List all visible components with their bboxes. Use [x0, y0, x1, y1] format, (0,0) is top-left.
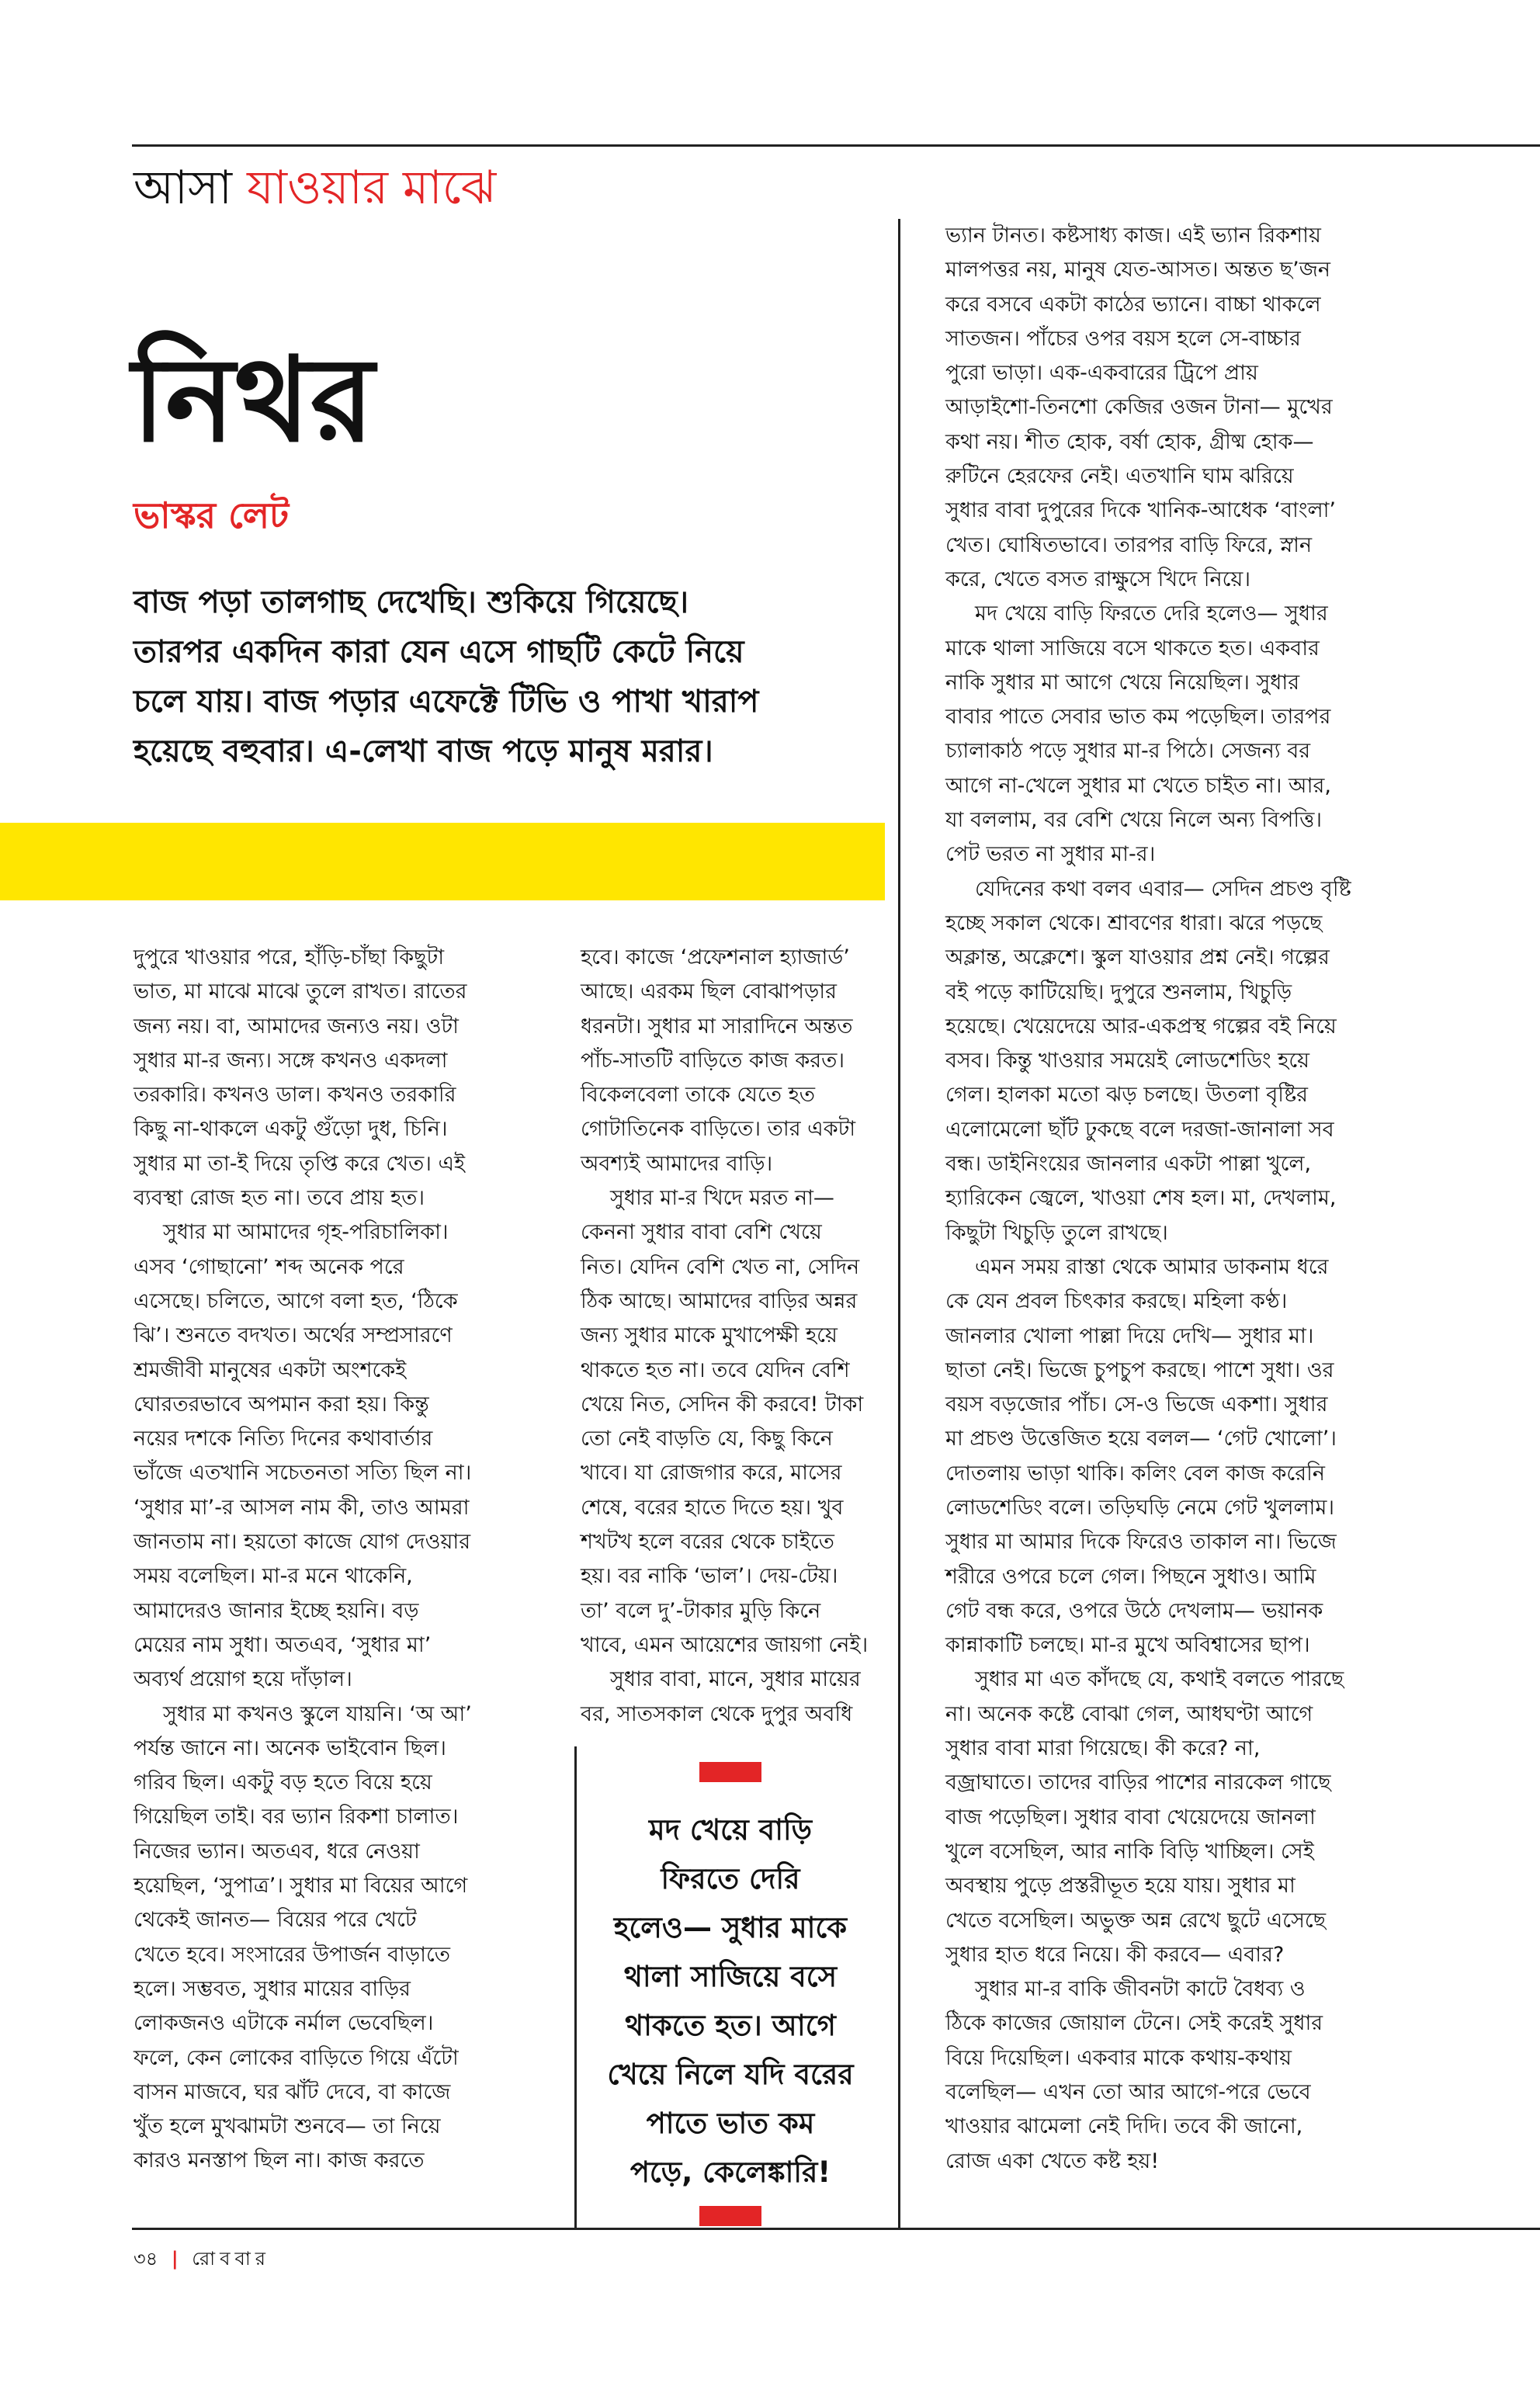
body-line: মদ খেয়ে বাড়ি ফিরতে দেরি হলেও— সুধার [975, 602, 1328, 626]
body-line: ভ্যান টানত। কষ্টসাধ্য কাজ। এই ভ্যান রিকশায় [945, 224, 1321, 248]
body-line: লোকজনও এটাকে নর্মাল ভেবেছিল। [134, 2011, 434, 2036]
yellow-highlight-band [0, 823, 885, 900]
body-line: পর্যন্ত জানে না। অনেক ভাইবোন ছিল। [134, 1736, 446, 1760]
body-line: থেকেই জানত— বিয়ের পরে খেটে [134, 1908, 417, 1933]
body-line: লোডশেডিং বলে। তড়িঘড়ি নেমে গেট খুললাম। [945, 1495, 1335, 1520]
body-line: হ্যারিকেন জ্বেলে, খাওয়া শেষ হল। মা, দেখলাম, [945, 1186, 1337, 1211]
body-line: খেতে হবে। সংসারের উপার্জন বাড়াতে [134, 1942, 451, 1967]
body-line: কথা নয়। শীত হোক, বর্ষা হোক, গ্রীষ্ম হোক— [945, 429, 1314, 454]
body-line: চ্যালাকাঠ পড়ে সুধার মা-র পিঠে। সেজন্য বর [945, 739, 1311, 764]
body-line: খুঁত হলে মুখঝামটা শুনবে— তা নিয়ে [134, 2114, 441, 2139]
body-line: হয়। বর নাকি ‘ভাল’। দেয়-টেয়। [581, 1564, 838, 1589]
body-line: বন্ধ। ডাইনিংয়ের জানলার একটা পাল্লা খুলে, [945, 1152, 1312, 1177]
body-line: জন্য নয়। বা, আমাদের জন্যও নয়। ওটা [134, 1014, 459, 1039]
body-line: খেয়ে নিত, সেদিন কী করবে! টাকা [581, 1392, 864, 1417]
body-line: বিকেলবেলা তাকে যেতে হত [581, 1083, 816, 1108]
body-line: মা প্রচণ্ড উত্তেজিত হয়ে বলল— ‘গেট খোলো’। [945, 1427, 1337, 1451]
body-line: শরীরে ওপরে চলে গেল। পিছনে সুধাও। আমি [945, 1564, 1316, 1589]
body-line: দোতলায় ভাড়া থাকি। কলিং বেল কাজ করেনি [945, 1461, 1325, 1486]
intro-line: হয়েছে বহুবার। এ-লেখা বাজ পড়ে মানুষ মরার। [134, 734, 713, 769]
body-line: খুলে বসেছিল, আর নাকি বিড়ি খাচ্ছিল। সেই [945, 1839, 1314, 1864]
body-line: বাসন মাজবে, ঘর ঝাঁট দেবে, বা কাজে [134, 2079, 451, 2104]
body-line: সুধার মা তা-ই দিয়ে তৃপ্তি করে খেত। এই [134, 1151, 466, 1176]
body-line: শ্রমজীবী মানুষের একটা অংশকেই [134, 1358, 407, 1382]
body-line: নাকি সুধার মা আগে খেয়ে নিয়েছিল। সুধার [945, 670, 1300, 695]
body-line: কারও মনস্তাপ ছিল না। কাজ করতে [134, 2148, 425, 2173]
body-line: শখটখ হলে বরের থেকে চাইতে [581, 1530, 834, 1555]
body-line: করে বসবে একটা কাঠের ভ্যানে। বাচ্চা থাকলে [945, 292, 1321, 317]
body-line: সাতজন। পাঁচের ওপর বয়স হলে সে-বাচ্চার [945, 326, 1301, 351]
body-line: হয়েছে। খেয়েদেয়ে আর-একপ্রস্থ গল্পের বই নিয়ে [945, 1014, 1337, 1039]
body-column-3 [945, 219, 1442, 2179]
body-line: কিছু না-থাকলে একটু গুঁড়ো দুধ, চিনি। [134, 1117, 448, 1142]
body-line: হচ্ছে সকাল থেকে। শ্রাবণের ধারা। ঝরে পড়ছে [945, 910, 1323, 935]
body-line: হলে। সম্ভবত, সুধার মায়ের বাড়ির [134, 1976, 411, 2001]
pull-quote-line: পাতে ভাত কম [646, 2107, 815, 2140]
body-line: অক্লান্ত, অক্লেশে। স্কুল যাওয়ার প্রশ্ন নেই। গল্পের [945, 945, 1330, 970]
body-line: যা বললাম, বর বেশি খেয়ে নিলে অন্য বিপত্তি। [945, 808, 1323, 833]
pull-quote-line: খেয়ে নিলে যদি বরের [607, 2058, 854, 2091]
pull-quote [581, 1762, 880, 2189]
body-line: এমন সময় রাস্তা থেকে আমার ডাকনাম ধরে [975, 1254, 1329, 1279]
body-line: ঠিক আছে। আমাদের বাড়ির অন্নর [581, 1288, 858, 1313]
body-line: না। অনেক কষ্টে বোঝা গেল, আধঘণ্টা আগে [945, 1701, 1313, 1726]
article-title: নিথর [132, 331, 375, 468]
body-line: মাকে থালা সাজিয়ে বসে থাকতে হত। একবার [945, 636, 1320, 661]
pull-quote-line: হলেও— সুধার মাকে [613, 1911, 848, 1944]
body-line: খাওয়ার ঝামেলা নেই দিদি। তবে কী জানো, [945, 2114, 1303, 2139]
body-line: হবে। কাজে ‘প্রফেশনাল হ্যাজার্ড’ [581, 945, 850, 969]
body-line: আমাদেরও জানার ইচ্ছে হয়নি। বড় [134, 1598, 419, 1623]
body-line: গিয়েছিল তাই। বর ভ্যান রিকশা চালাত। [134, 1805, 459, 1829]
page-folio [134, 2243, 270, 2274]
body-line: রোজ একা খেতে কষ্ট হয়! [945, 2148, 1160, 2173]
body-line: পাঁচ-সাতটি বাড়িতে কাজ করত। [581, 1048, 845, 1073]
body-line: জানলার খোলা পাল্লা দিয়ে দেখি— সুধার মা। [945, 1323, 1314, 1348]
body-line: বাজ পড়েছিল। সুধার বাবা খেয়েদেয়ে জানলা [945, 1805, 1316, 1829]
author-byline: ভাস্কর লেট [134, 494, 290, 536]
body-line: বসব। কিন্তু খাওয়ার সময়েই লোডশেডিং হয়ে [945, 1049, 1310, 1073]
body-line: তরকারি। কখনও ডাল। কখনও তরকারি [134, 1083, 456, 1108]
body-line: এসব ‘গোছানো’ শব্দ অনেক পরে [134, 1254, 404, 1279]
body-line: সুধার মা-র খিদে মরত না— [610, 1186, 834, 1211]
top-rule [132, 144, 1540, 147]
body-line: কে যেন প্রবল চিৎকার করছে। মহিলা কণ্ঠ। [945, 1289, 1288, 1314]
body-line: সুধার মা-র জন্য। সঙ্গে কখনও একদলা [134, 1048, 448, 1073]
body-line: গোটাতিনেক বাড়িতে। তার একটা [581, 1117, 856, 1142]
body-line: সুধার মা-র বাকি জীবনটা কাটে বৈধব্য ও [975, 1977, 1306, 2002]
bottom-rule [132, 2228, 1540, 2230]
column-rule-right [898, 219, 900, 2228]
body-line: মেয়ের নাম সুধা। অতএব, ‘সুধার মা’ [134, 1632, 432, 1657]
body-line: পুরো ভাড়া। এক-একবারের ট্রিপে প্রায় [945, 361, 1258, 386]
body-line: খাবে, এমন আয়েশের জায়গা নেই। [581, 1632, 869, 1657]
body-line: ঘোরতরভাবে অপমান করা হয়। কিন্তু [134, 1392, 429, 1417]
intro-line: তারপর একদিন কারা যেন এসে গাছটি কেটে নিয়ে [134, 634, 744, 670]
body-line: আছে। এরকম ছিল বোঝাপড়ার [581, 980, 837, 1004]
body-line: গেল। হালকা মতো ঝড় চলছে। উতলা বৃষ্টির [945, 1083, 1308, 1108]
body-line: সুধার মা এত কাঁদছে যে, কথাই বলতে পারছে [975, 1667, 1344, 1692]
body-line: ঝি’। শুনতে বদখত। অর্থের সম্প্রসারণে [134, 1323, 453, 1348]
body-line: রুটিনে হেরফের নেই। এতখানি ঘাম ঝরিয়ে [945, 464, 1294, 489]
body-line: জানতাম না। হয়তো কাজে যোগ দেওয়ার [134, 1530, 471, 1555]
body-line: পেট ভরত না সুধার মা-র। [945, 842, 1156, 867]
series-heading [134, 157, 496, 219]
page-number: ৩৪ [134, 2248, 158, 2270]
intro-line: বাজ পড়া তালগাছ দেখেছি। শুকিয়ে গিয়েছে। [134, 584, 689, 620]
body-line: সুধার মা আমাদের গৃহ-পরিচালিকা। [163, 1220, 449, 1245]
body-line: সুধার বাবা দুপুরের দিকে খানিক-আধেক ‘বাংলা’ [945, 498, 1336, 523]
body-line: তা’ বলে দু’-টাকার মুড়ি কিনে [581, 1598, 821, 1623]
body-line: বই পড়ে কাটিয়েছি। দুপুরে শুনলাম, খিচুড়ি [945, 980, 1292, 1004]
body-line: কান্নাকাটি চলছে। মা-র মুখে অবিশ্বাসের ছাপ। [945, 1633, 1310, 1658]
body-line: শেষে, বরের হাতে দিতে হয়। খুব [581, 1495, 844, 1520]
body-line: অবস্থায় পুড়ে প্রস্তরীভূত হয়ে যায়। সুধার মা [945, 1874, 1295, 1899]
body-column-1 [134, 941, 553, 2179]
body-column-2 [581, 941, 891, 1732]
body-line: বিয়ে দিয়েছিল। একবার মাকে কথায়-কথায় [945, 2045, 1292, 2070]
pull-quote-line: থাকতে হত। আগে [625, 2009, 836, 2042]
body-line: অবশ্যই আমাদের বাড়ি। [581, 1151, 773, 1176]
pullquote-rule-left [574, 1746, 577, 2228]
body-line: খাবে। যা রোজগার করে, মাসের [581, 1461, 842, 1486]
body-line: আড়াইশো-তিনশো কেজির ওজন টানা— মুখের [945, 395, 1333, 420]
body-line: বাবার পাতে সেবার ভাত কম পড়েছিল। তারপর [945, 705, 1331, 730]
intro-line: চলে যায়। বাজ পড়ার এফেক্টে টিভি ও পাখা খারাপ [134, 684, 759, 720]
body-line: খেতে বসেছিল। অভুক্ত অন্ন রেখে ছুটে এসেছে [945, 1908, 1327, 1933]
pull-quote-line: মদ খেয়ে বাড়ি [648, 1813, 813, 1847]
body-line: কেননা সুধার বাবা বেশি খেয়ে [581, 1220, 822, 1245]
body-line: যেদিনের কথা বলব এবার— সেদিন প্রচণ্ড বৃষ্টি [975, 876, 1351, 901]
body-line: এসেছে। চলিতে, আগে বলা হত, ‘ঠিকে [134, 1288, 458, 1313]
magazine-name: রোববার [192, 2248, 271, 2270]
body-line: সুধার হাত ধরে নিয়ে। কী করবে— এবার? [945, 1942, 1285, 1967]
body-line: তো নেই বাড়তি যে, কিছু কিনে [581, 1427, 833, 1451]
body-line: ‘সুধার মা’-র আসল নাম কী, তাও আমরা [134, 1495, 470, 1520]
body-line: সুধার বাবা মারা গিয়েছে। কী করে? না, [945, 1736, 1261, 1761]
pull-quote-line: পড়ে, কেলেঙ্কারি! [630, 2155, 831, 2189]
body-line: গেট বন্ধ করে, ওপরে উঠে দেখলাম— ভয়ানক [945, 1598, 1323, 1623]
body-line: ফলে, কেন লোকের বাড়িতে গিয়ে এঁটো [134, 2045, 459, 2070]
body-line: ভাত, মা মাঝে মাঝে তুলে রাখত। রাতের [134, 980, 467, 1004]
body-line: থাকতে হত না। তবে যেদিন বেশি [581, 1358, 850, 1382]
body-line: ব্যবস্থা রোজ হত না। তবে প্রায় হত। [134, 1186, 425, 1211]
folio-separator: | [171, 2248, 179, 2270]
body-line: গরিব ছিল। একটু বড় হতে বিয়ে হয়ে [134, 1770, 432, 1795]
pull-quote-top-bar [699, 1762, 761, 1782]
body-line: কিছুটা খিচুড়ি তুলে রাখছে। [945, 1220, 1168, 1245]
body-line: দুপুরে খাওয়ার পরে, হাঁড়ি-চাঁছা কিছুটা [134, 945, 445, 969]
body-line: হয়েছিল, ‘সুপাত্র’। সুধার মা বিয়ের আগে [134, 1874, 468, 1899]
body-line: ধরনটা। সুধার মা সারাদিনে অন্তত [581, 1014, 853, 1039]
body-line: আগে না-খেলে সুধার মা খেতে চাইত না। আর, [945, 773, 1331, 798]
series-heading-part1: আসা [134, 161, 233, 215]
body-line: বলেছিল— এখন তো আর আগে-পরে ভেবে [945, 2080, 1311, 2105]
body-line: ছাতা নেই। ভিজে চুপচুপ করছে। পাশে সুধা। ওর [945, 1358, 1334, 1382]
intro-standfirst [134, 577, 886, 776]
body-line: নিত। যেদিন বেশি খেত না, সেদিন [581, 1254, 860, 1279]
pull-quote-text [581, 1805, 880, 2197]
body-line: সুধার বাবা, মানে, সুধার মায়ের [610, 1667, 861, 1692]
body-line: বর, সাতসকাল থেকে দুপুর অবধি [581, 1701, 853, 1726]
body-line: নিজের ভ্যান। অতএব, ধরে নেওয়া [134, 1839, 420, 1864]
body-line: বয়স বড়জোর পাঁচ। সে-ও ভিজে একশা। সুধার [945, 1392, 1328, 1417]
body-line: বজ্রাঘাতে। তাদের বাড়ির পাশের নারকেল গাছে [945, 1770, 1331, 1795]
body-line: মালপত্তর নয়, মানুষ যেত-আসত। অন্তত ছ’জন [945, 258, 1330, 283]
body-line: সুধার মা আমার দিকে ফিরেও তাকাল না। ভিজে [945, 1530, 1337, 1555]
body-line: অব্যর্থ প্রয়োগ হয়ে দাঁড়াল। [134, 1667, 352, 1692]
body-line: ভাঁজে এতখানি সচেতনতা সত্যি ছিল না। [134, 1461, 472, 1486]
body-line: এলোমেলো ছাঁট ঢুকছে বলে দরজা-জানালা সব [945, 1117, 1334, 1142]
series-heading-part2: যাওয়ার মাঝে [247, 161, 497, 215]
body-line: নয়ের দশকে নিত্যি দিনের কথাবার্তার [134, 1427, 433, 1451]
pull-quote-line: থালা সাজিয়ে বসে [623, 1960, 838, 1993]
body-line: সুধার মা কখনও স্কুলে যায়নি। ‘অ আ’ [163, 1701, 472, 1726]
body-line: করে, খেতে বসত রাক্ষুসে খিদে নিয়ে। [945, 567, 1250, 591]
body-line: জন্য সুধার মাকে মুখাপেক্ষী হয়ে [581, 1323, 838, 1348]
body-line: খেত। ঘোষিতভাবে। তারপর বাড়ি ফিরে, স্নান [945, 532, 1313, 557]
body-line: সময় বলেছিল। মা-র মনে থাকেনি, [134, 1564, 413, 1589]
body-line: ঠিকে কাজের জোয়াল টেনে। সেই করেই সুধার [945, 2011, 1323, 2036]
pull-quote-line: ফিরতে দেরি [661, 1862, 800, 1895]
pull-quote-bottom-bar [699, 2206, 761, 2226]
